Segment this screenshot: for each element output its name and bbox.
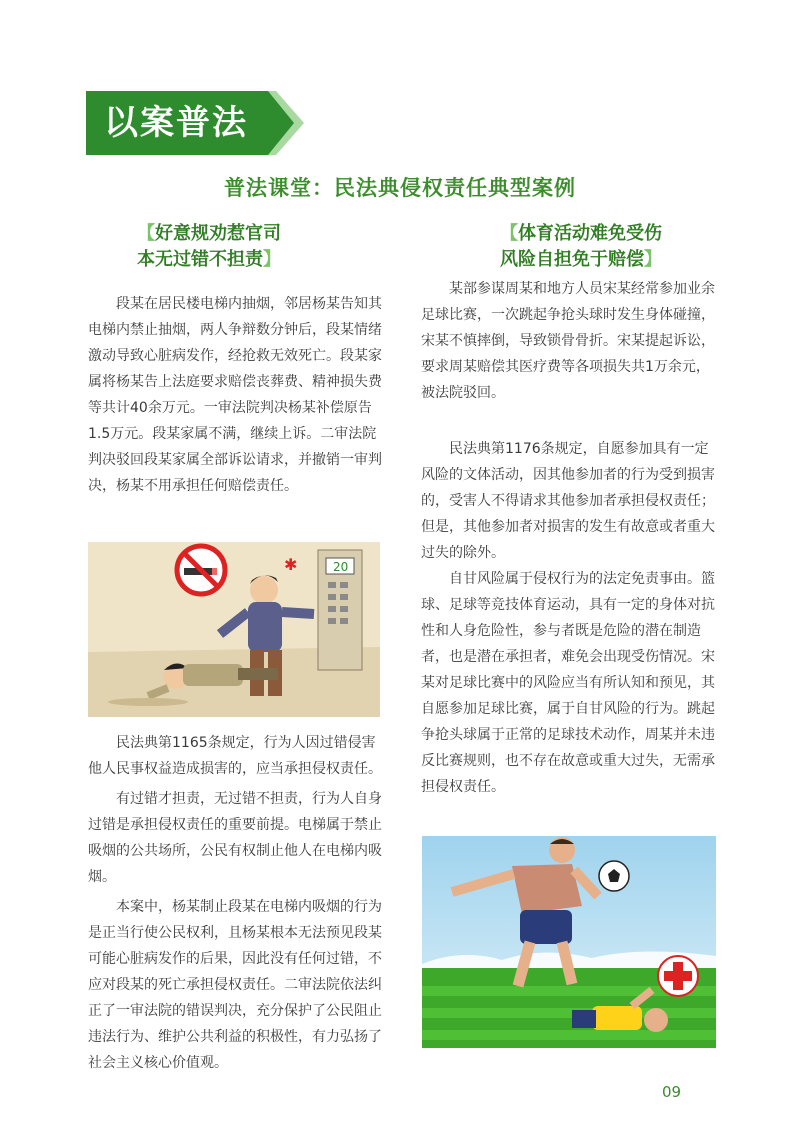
- page-title: 普法课堂：民法典侵权责任典型案例: [224, 176, 576, 200]
- right-case-heading: 【体育活动难免受伤 风险自担免于赔偿】: [500, 223, 662, 270]
- banner-title: 以案普法: [104, 103, 248, 143]
- paragraph: 某部参谋周某和地方人员宋某经常参加业余足球比赛，一次跳起争抢头球时发生身体碰撞，宋某不慎摔倒，导致锁骨骨折。宋某提起诉讼，要求周某赔偿其医疗费等各项损失共1万余元，被法院驳回。: [421, 281, 715, 401]
- paragraph: 本案中，杨某制止段某在电梯内吸烟的行为是正当行使公民权利，且杨某根本无法预见段某可能心脏病发作的后果，因此没有任何过错，不应对段某的死亡承担侵权责任。二审法院依法纠正了一审法院的错误判决，充分保护了公民阻止违法行为、维护公共利益的积极性，有力弘扬了社会主义核心价值观。: [88, 899, 382, 1071]
- paragraph: 有过错才担责，无过错不担责，行为人自身过错是承担侵权责任的重要前提。电梯属于禁止吸烟的公共场所，公民有权制止他人在电梯内吸烟。: [88, 791, 382, 885]
- left-heading-line2: 本无过错不担责: [137, 249, 263, 270]
- right-heading-line1: 体育活动难免受伤: [518, 223, 662, 244]
- paragraph: 自甘风险属于侵权行为的法定免责事由。篮球、足球等竞技体育运动，具有一定的身体对抗性和人身危险性，参与者既是危险的潜在制造者，也是潜在承担者，难免会出现受伤情况。宋某对足球比赛中的风险应当有所认知和预见，其自愿参加足球比赛，属于自甘风险的行为。跳起争抢头球属于正常的足球技术动作，周某并未违反比赛规则，也不存在故意或重大过失，无需承担侵权责任。: [421, 571, 715, 795]
- football-scene: [422, 836, 716, 1048]
- floor-indicator: 20: [333, 560, 349, 574]
- paragraph: 段某在居民楼电梯内抽烟，邻居杨某告知其电梯内禁止抽烟，两人争辩数分钟后，段某情绪激动导致心脏病发作，经抢救无效死亡。段某家属将杨某告上法庭要求赔偿丧葬费、精神损失费等共计40余万元。一审法院判决杨某补偿原告1.5万元。段某家属不满，继续上诉。二审法院判决驳回段某家属全部诉讼请求，并撤销一审判决，杨某不用承担任何赔偿责任。: [88, 296, 382, 494]
- paragraph: 民法典第1165条规定，行为人因过错侵害他人民事权益造成损害的，应当承担侵权责任。: [88, 735, 382, 777]
- football-icon: [599, 861, 629, 891]
- left-heading-line1: 好意规劝惹官司: [155, 223, 281, 244]
- right-heading-line2: 风险自担免于赔偿: [500, 249, 644, 270]
- right-case-text: [421, 276, 719, 800]
- left-case-heading: 【好意规劝惹官司 本无过错不担责】: [137, 223, 281, 270]
- svg-text:✱: ✱: [284, 555, 298, 574]
- elevator-illustration: [88, 542, 380, 717]
- first-aid-cross-icon: [658, 956, 698, 996]
- elevator-scene: [88, 542, 380, 717]
- football-illustration: [422, 836, 716, 1048]
- page-number: 09: [662, 1083, 682, 1101]
- left-case-text: [88, 291, 386, 499]
- paragraph: 民法典第1176条规定，自愿参加具有一定风险的文体活动，因其他参加者的行为受到损害的，受害人不得请求其他参加者承担侵权责任；但是，其他参加者对损害的发生有故意或者重大过失的除外。: [421, 441, 715, 561]
- section-banner: [86, 91, 304, 155]
- no-smoking-icon: [177, 546, 225, 594]
- left-analysis-text: [88, 730, 386, 1076]
